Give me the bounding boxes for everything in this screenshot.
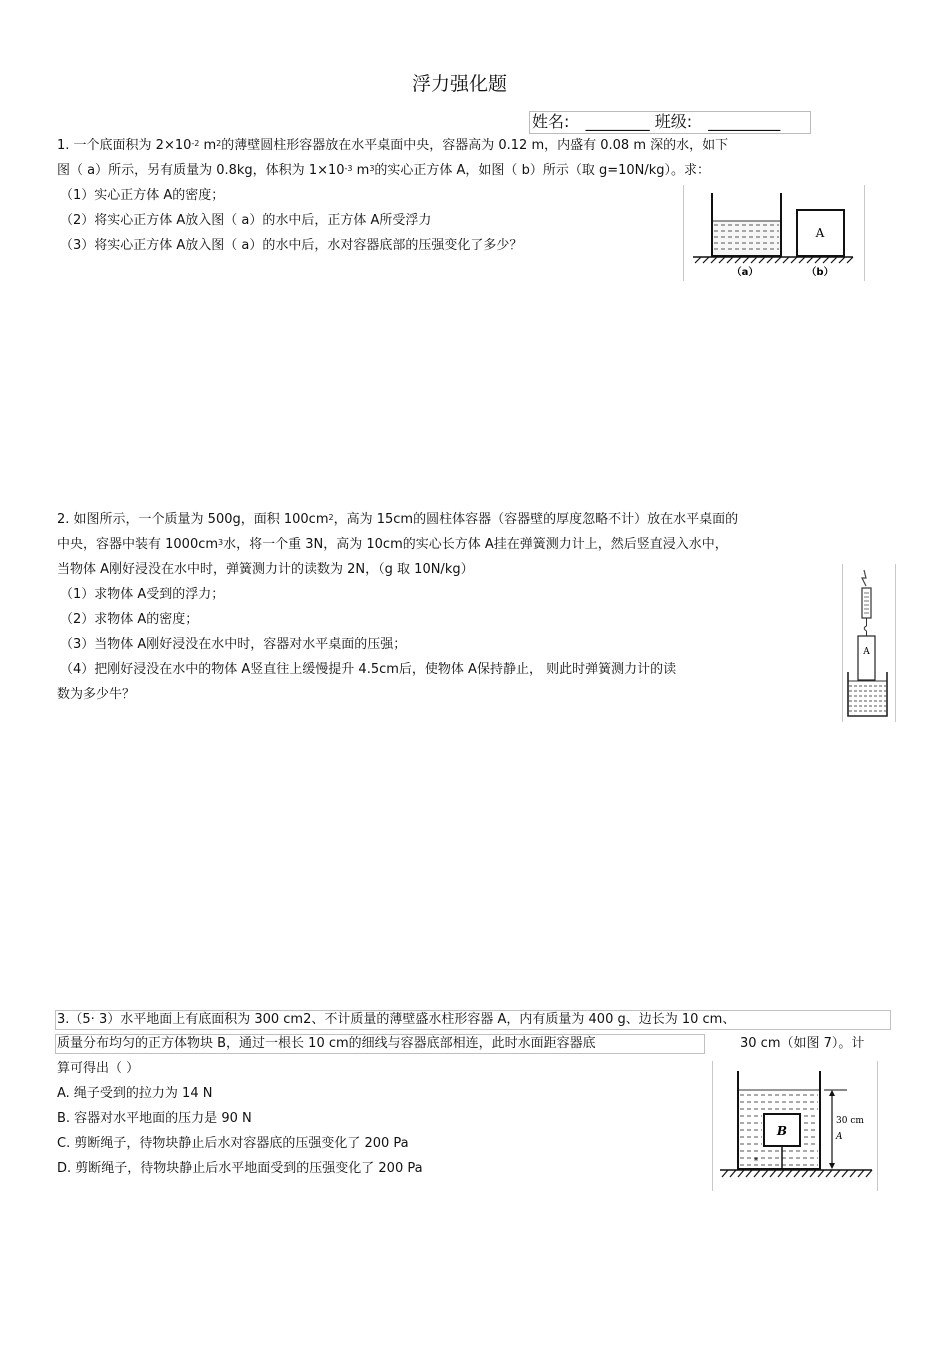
q3-container-label: A: [836, 1132, 843, 1142]
page-title: 浮力强化题: [412, 73, 508, 95]
q1-sub-1: （1）实心正方体 A的密度；: [60, 188, 225, 203]
q3-option-a: A. 绳子受到的拉力为 14 N: [57, 1086, 213, 1101]
q2-line-2: 中央，容器中装有 $1000cm^3$水，将一个重 3N，高为 10cm的实心长方体 A挂在弹簧测力计上，然后竖直浸入水中，: [57, 537, 728, 552]
q2-sub-3: （3）当物体 A刚好浸没在水中时，容器对水平桌面的压强；: [60, 637, 407, 652]
q1-figure: [683, 185, 866, 281]
class-label: 班级:: [654, 112, 693, 131]
svg-text:*: *: [753, 1157, 759, 1167]
q1-line-1: 1. 一个底面积为 $2\times 10^{-2}$ $m^2$的薄壁圆柱形容器放在水平桌面中央，容器高为 0.12 m，内盛有 0.08 m 深的水，如下: [57, 138, 729, 153]
q2-sub-4-cont: 数为多少牛？: [57, 687, 136, 702]
q3-dim-label: 30 cm: [836, 1116, 864, 1126]
q2-sub-2: （2）求物体 A的密度；: [60, 612, 199, 627]
q3-block-label: B: [776, 1124, 788, 1138]
q2-sub-1: （1）求物体 A受到的浮力；: [60, 587, 225, 602]
q3-figure: [712, 1061, 878, 1191]
q1-block-label: A: [815, 226, 825, 240]
name-class-bar: [532, 112, 780, 132]
class-blank[interactable]: _________: [708, 112, 781, 131]
q2-figure: [842, 564, 896, 722]
q3-line-1: 3.（5· 3）水平地面上有底面积为 300 cm2、不计质量的薄壁盛水柱形容器 A，内有质量为 400 g、边长为 10 cm、: [57, 1012, 736, 1027]
q1-sub-3: （3）将实心正方体 A放入图（ a）的水中后，水对容器底部的压强变化了多少？: [60, 238, 523, 253]
q3-line-2: 质量分布均匀的正方体物块 B，通过一根长 10 cm的细线与容器底部相连，此时水面距容器底: [57, 1036, 596, 1051]
q2-sub-4: （4）把刚好浸没在水中的物体 A竖直往上缓慢提升 4.5cm后，使物体 A保持静止， 则此时弹簧测力计的读: [60, 662, 677, 677]
q2-block-label: A: [863, 647, 870, 657]
q1-fig-label-a: （a）: [731, 267, 759, 278]
q1-fig-label-b: （b）: [806, 267, 834, 278]
q2-line-3: 当物体 A刚好浸没在水中时，弹簧测力计的读数为 2N，（g 取 10N/kg）: [57, 562, 474, 577]
q3-line-3: 算可得出（ ）: [57, 1061, 140, 1076]
q2-line-1: 2. 如图所示，一个质量为 500g，面积 $100cm^2$，高为 15cm的圆柱体容器（容器壁的厚度忽略不计）放在水平桌面的: [57, 512, 739, 527]
name-blank[interactable]: ________: [585, 112, 650, 131]
name-label: 姓名:: [532, 112, 570, 131]
q3-option-d: D. 剪断绳子，待物块静止后水平地面受到的压强变化了 200 Pa: [57, 1161, 423, 1176]
q3-option-b: B. 容器对水平地面的压力是 90 N: [57, 1111, 252, 1126]
q3-line-2-tail: 30 cm（如图 7）。计: [740, 1036, 865, 1051]
q3-option-c: C. 剪断绳子，待物块静止后水对容器底的压强变化了 200 Pa: [57, 1136, 409, 1151]
q1-line-2: 图（ a）所示，另有质量为 0.8kg，体积为 $1\times 10^{-3}$ $m^3$的实心正方体 A，如图（ b）所示（取 g=10N/kg）。求：: [57, 163, 711, 178]
q1-sub-2: （2）将实心正方体 A放入图（ a）的水中后，正方体 A所受浮力: [60, 213, 432, 228]
